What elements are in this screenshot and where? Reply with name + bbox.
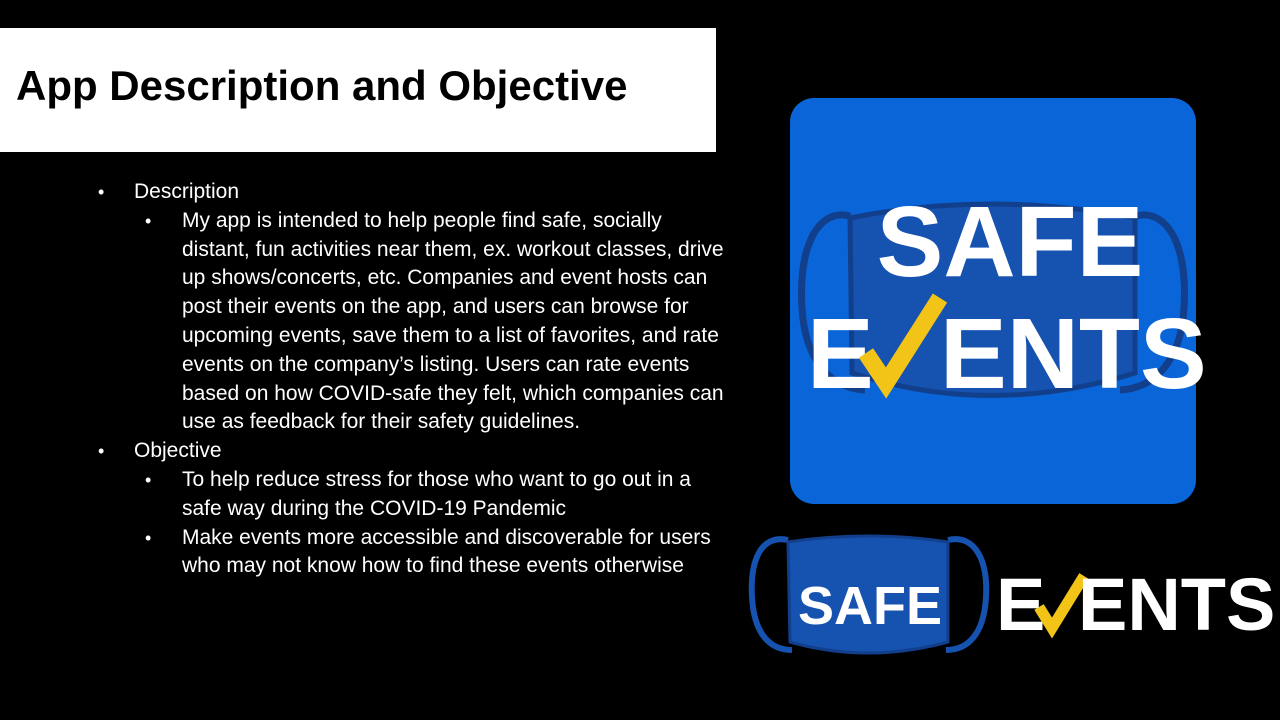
bullet-icon: • [145, 527, 152, 548]
description-text: My app is intended to help people find safe, socially distant, fun activities near them, ex. workout classes, drive up shows/concerts, etc. Companies and event hosts can post their events on the app, and users can browse for upcoming events, save them to a list of favorites, and rate events on the company’s listing. Users can rate events based on how COVID-safe they felt, which companies can use as feedback for their safety guidelines. [182, 208, 724, 434]
app-icon-word-safe: SAFE [876, 186, 1144, 298]
description-item [96, 207, 726, 437]
app-icon-letter-e: E [807, 298, 874, 410]
section-heading-label: Objective [134, 439, 222, 463]
bullet-icon: • [145, 210, 152, 231]
wordmark-logo [748, 532, 1276, 662]
wordmark-letter-e: E [996, 563, 1046, 646]
section-heading-description [96, 178, 726, 207]
section-heading-label: Description [134, 180, 240, 203]
objective-text: Make events more accessible and discoverable for users who may not know how to find these events otherwise [182, 525, 711, 578]
wordmark-word-ents: ENTS [1078, 563, 1276, 646]
slide-title: App Description and Objective [16, 62, 628, 109]
wordmark-word-safe: SAFE [797, 576, 943, 636]
bullet-content [96, 178, 726, 581]
bullet-icon: • [98, 441, 105, 462]
objective-item [96, 466, 726, 524]
app-icon-logo [790, 98, 1207, 504]
bullet-icon: • [145, 469, 152, 490]
section-heading-objective [96, 437, 726, 466]
app-icon-word-ents: ENTS [940, 298, 1207, 410]
objective-item [96, 524, 726, 582]
bullet-icon: • [98, 182, 105, 202]
objective-text: To help reduce stress for those who want to go out in a safe way during the COVID-19 Pandemic [182, 467, 691, 520]
